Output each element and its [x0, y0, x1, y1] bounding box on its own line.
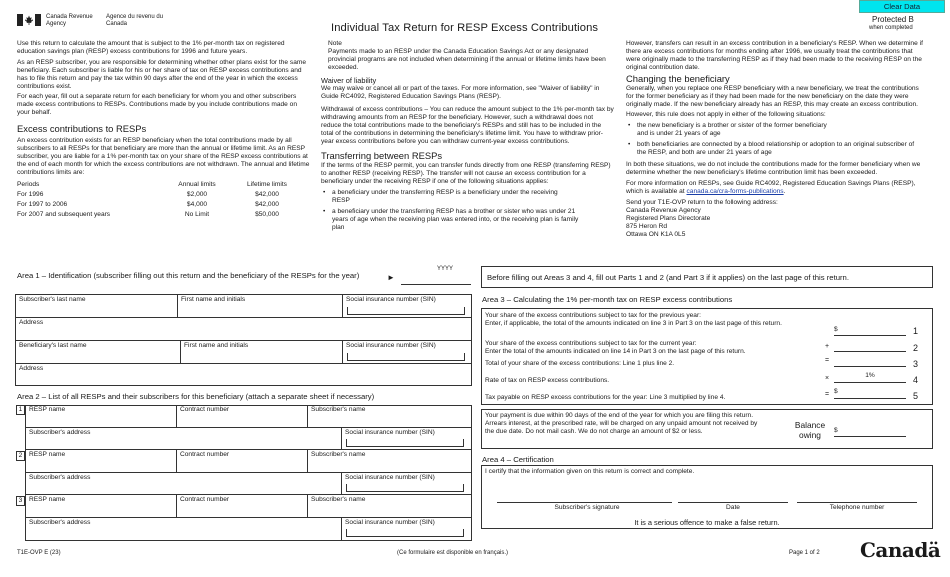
limits-cell: For 1996 — [17, 190, 44, 198]
line3-number: 3 — [913, 359, 919, 369]
year-input[interactable] — [401, 275, 471, 285]
line4-number: 4 — [913, 375, 919, 385]
line5-label: Tax payable on RESP excess contributions for the year: Line 3 multiplied by line 4. — [485, 394, 726, 401]
field-label: Subscriber's name — [311, 451, 366, 458]
field-label: Subscriber's name — [311, 496, 366, 503]
contract-number-field[interactable] — [177, 405, 308, 428]
field-label: RESP name — [29, 406, 66, 413]
line2-number: 2 — [913, 343, 919, 353]
canada-wordmark: Canadä — [860, 538, 941, 562]
area3-title: Area 3 – Calculating the 1% per-month tax on RESP excess contributions — [482, 295, 733, 304]
beneficiary-address-field[interactable] — [16, 364, 471, 385]
row-number: 1 — [16, 405, 25, 415]
area4-title: Area 4 – Certification — [482, 455, 554, 464]
line2-text — [485, 340, 815, 356]
excess-contributions-paragraph: An excess contribution exists for an RESP beneficiary when the total contributions made by all subscribers to all RESPs for that beneficiary are more than the annual or lifetime limit. As an RESP subscriber, you are liable for a 1% per-month tax on your share of the RESP excess contributions at the end of each month for which the excess contributions are not withdrawn. The annual and lifetime contributions limits are: — [17, 136, 310, 176]
subscriber-address-field[interactable] — [16, 318, 471, 341]
subscriber-paragraph: As an RESP subscriber, you are responsible for determining whether other plans exist for the same beneficiary. Each subscriber is liable for his or her share of tax on RESP excess contributions and has to file this return and pay the tax within 90 days after the end of the year in which the excess contributions exist. — [17, 59, 307, 91]
more-info-paragraph — [626, 180, 926, 196]
rule-paragraph: However, this rule does not apply in either of the following situations: — [626, 110, 826, 118]
page-number: Page 1 of 2 — [789, 550, 820, 556]
field-label: RESP name — [29, 451, 66, 458]
changing-bullets — [626, 122, 926, 157]
resp-name-field[interactable] — [25, 450, 177, 473]
line4-label: Rate of tax on RESP excess contributions. — [485, 377, 610, 384]
line1-label: Your share of the excess contributions subject to tax for the previous year: — [485, 312, 702, 319]
beneficiary-last-name-field[interactable] — [16, 341, 181, 364]
protected-sublabel: when completed — [869, 25, 913, 31]
limits-cell: No Limit — [184, 211, 210, 218]
field-label: Contract number — [180, 496, 230, 503]
field-label: Subscriber's address — [29, 429, 91, 436]
address-line: Ottawa ON K1A 0L5 — [626, 231, 686, 239]
agency-name-en: Canada Revenue Agency — [46, 14, 93, 28]
sin-underline — [347, 353, 465, 361]
more-info-suffix: . — [783, 187, 786, 195]
row-number: 3 — [16, 496, 25, 506]
payment-due-box — [481, 409, 933, 449]
field-label: Subscriber's name — [311, 406, 366, 413]
row-number: 2 — [16, 451, 25, 461]
line2-operator: + — [825, 343, 830, 350]
mailing-address — [626, 207, 926, 239]
area1-title: Area 1 – Identification (subscriber filling out this return and the beneficiary of the RESPs for the year) — [17, 271, 360, 280]
withdrawal-text: Withdrawal of excess contributions – You can reduce the amount subject to the 1% per-month tax by withdrawing amounts from an RESP for the beneficiary. However, such a withdrawal does not reduce the total contributions made to the beneficiary's RESPs and still has to be included in the total of the contributions in determining the beneficiary's lifetime limit. You have to withdraw prior-year excess contributions before you can withdraw current-year excess contributions. — [321, 106, 614, 146]
address-line: 875 Heron Rd — [626, 223, 668, 231]
limits-cell: For 2007 and subsequent years — [17, 211, 111, 218]
line2-instruction: Enter the total of the amounts indicated on line 14 in Part 3 on the last page of this return. — [485, 348, 746, 356]
field-label: Social insurance number (SIN) — [345, 429, 435, 436]
field-label: Subscriber's address — [29, 474, 91, 481]
certification-text: I certify that the information given on this return is correct and complete. — [485, 468, 695, 475]
subscriber-sin-field[interactable] — [342, 518, 472, 541]
beneficiary-first-name-field[interactable] — [181, 341, 343, 364]
field-label: Contract number — [180, 451, 230, 458]
sin-underline — [346, 484, 464, 492]
area1-identification-box — [15, 294, 472, 386]
balance-owing-label: Balance owing — [794, 420, 826, 440]
instructions-column-1 — [17, 40, 310, 220]
date-label: Date — [726, 504, 740, 511]
contract-number-field[interactable] — [177, 495, 308, 518]
line4-operator: × — [825, 375, 830, 382]
field-label: First name and initials — [181, 296, 246, 303]
area2-row-3 — [15, 495, 472, 541]
resp-name-field[interactable] — [25, 405, 177, 428]
transferring-bullets — [321, 189, 614, 232]
agency-name-fr: Agence du revenu du Canada — [106, 14, 164, 28]
field-label: Address — [19, 365, 44, 372]
subscriber-address-field[interactable] — [25, 473, 342, 495]
waiver-text: We may waive or cancel all or part of the taxes. For more information, see "Waiver of liability" in Guide RC4092, Registered Education Savings Plans (RESP). — [321, 85, 600, 101]
publications-link[interactable]: canada.ca/cra-forms-publications — [686, 187, 784, 195]
field-label: RESP name — [29, 496, 66, 503]
limits-cell: $42,000 — [255, 200, 279, 208]
list-item: • the new beneficiary is a brother or sister of the former beneficiary and is under 21 years of age — [626, 122, 926, 138]
limits-cell: $42,000 — [255, 190, 279, 198]
area2-row-2 — [15, 450, 472, 495]
note-title: Note — [328, 40, 342, 47]
line5-number: 5 — [913, 391, 919, 401]
subscriber-address-field[interactable] — [25, 518, 342, 541]
field-label: Subscriber's last name — [19, 296, 86, 303]
sin-underline — [346, 439, 464, 447]
telephone-input[interactable] — [797, 502, 917, 503]
year-arrow-icon: ► — [387, 273, 395, 282]
instructions-column-2 — [321, 40, 614, 232]
line1-number: 1 — [913, 326, 919, 336]
note-text: Payments made to an RESP under the Canada Education Savings Act or any designated provincial programs are not included when determining if the annual or lifetime limits have been exceeded. — [328, 48, 606, 72]
signature-label: Subscriber's signature — [554, 504, 620, 511]
waiver-title: Waiver of liability — [321, 76, 377, 86]
line2-label: Your share of the excess contributions subject to tax for the current year: — [485, 340, 697, 347]
separate-return-paragraph: For each year, fill out a separate return for each beneficiary for whom you and other subscribers made excess contributions to RESPs. Contributions made by you include contributions made on your behalf. — [17, 93, 298, 117]
transferring-text: If the terms of the RESP permit, you can transfer funds directly from one RESP (transferring RESP) to another RESP (receiving RESP). The transfer will not cause an excess contribution for a beneficiary under the receiving RESP if one of the following situations applies: — [321, 161, 611, 185]
line5-amount-input[interactable] — [834, 388, 906, 399]
field-label: First name and initials — [184, 342, 249, 349]
area2-title: Area 2 – List of all RESPs and their subscribers for this beneficiary (attach a separate sheet if necessary) — [17, 392, 375, 401]
line3-amount-input[interactable] — [834, 356, 906, 367]
limits-cell: $2,000 — [186, 190, 208, 198]
field-label: Social insurance number (SIN) — [346, 296, 436, 303]
list-item: • both beneficiaries are connected by a blood relationship or adoption to an original subscriber of the RESP, and both are under 21 years of age — [626, 141, 926, 157]
dollar-sign: $ — [834, 326, 838, 333]
subscriber-sin-field[interactable] — [342, 428, 472, 450]
transfers-paragraph: However, transfers can result in an excess contribution in a beneficiary's RESP. When we determine if there are excess contributions for months ending after 1996, we usually treat the contributions that were originally made to the transferring RESP as if they had been made to the receiving RESP on the original contribution date. — [626, 40, 923, 72]
changing-beneficiary-paragraph: Generally, when you replace one RESP beneficiary with a new beneficiary, we treat the contributions for the former beneficiary as if they had been made for the new beneficiary on the date they were originally made. If the new beneficiary already has an RESP, this may create an excess contribution. — [626, 84, 919, 108]
line2-amount-input[interactable] — [834, 342, 906, 352]
subscriber-sin-field[interactable] — [343, 295, 471, 318]
limits-cell: For 1997 to 2006 — [17, 200, 68, 208]
limits-table-row — [17, 200, 297, 210]
subscriber-name-field[interactable] — [308, 495, 472, 518]
field-label: Beneficiary's last name — [19, 342, 87, 349]
form-title: Individual Tax Return for RESP Excess Contributions — [331, 22, 599, 34]
area4-certification-box — [481, 465, 933, 529]
payment-due-text: Your payment is due within 90 days of the end of the year for which you are filing this return. Arrears interest, at the prescribed rate, will be charged on any unpaid amount not received by the due date. Do not mail cash. We do not charge an amount of $2 or less. — [485, 412, 758, 436]
contract-number-field[interactable] — [177, 450, 308, 473]
intro-paragraph: Use this return to calculate the amount that is subject to the 1% per-month tax on registered education savings plan (RESP) excess contributions for 1996 and future years. — [17, 40, 285, 56]
limits-table-row — [17, 210, 297, 220]
limits-cell: $4,000 — [186, 200, 208, 208]
line3-operator: = — [825, 357, 830, 364]
telephone-label: Telephone number — [829, 504, 885, 511]
form-identifier: T1E-OVP E (23) — [17, 550, 61, 556]
line1-text — [485, 312, 805, 328]
subscriber-name-field[interactable] — [308, 450, 472, 473]
changing-beneficiary-heading: Changing the beneficiary — [626, 73, 730, 85]
area3-calculation-box — [481, 308, 933, 405]
limits-header-lifetime: Lifetime limits — [247, 180, 287, 188]
field-label: Social insurance number (SIN) — [346, 342, 436, 349]
subscriber-name-field[interactable] — [308, 405, 472, 428]
balance-owing-input[interactable] — [834, 427, 906, 437]
field-label: Social insurance number (SIN) — [345, 519, 435, 526]
subscriber-address-field[interactable] — [25, 428, 342, 450]
line3-label: Total of your share of the excess contributions: Line 1 plus line 2. — [485, 360, 675, 367]
excess-contributions-heading: Excess contributions to RESPs — [17, 123, 147, 135]
limits-header-periods: Periods — [17, 180, 40, 188]
area2-row-1 — [15, 405, 472, 450]
list-item: • a beneficiary under the transferring RESP has a brother or sister who was under 21 years of age when the receiving plan was entered into, or the receiving plan is family plan — [321, 208, 614, 232]
limits-table-header — [17, 180, 297, 190]
line5-operator: = — [825, 391, 830, 398]
transferring-heading: Transferring between RESPs — [321, 150, 443, 162]
limits-table — [17, 180, 297, 220]
limits-table-row — [17, 190, 297, 200]
field-label: Address — [19, 319, 44, 326]
before-filling-notice — [481, 266, 933, 288]
sin-underline — [347, 307, 465, 315]
list-item: • a beneficiary under the transferring RESP is a beneficiary under the receiving RESP — [321, 189, 614, 205]
field-label: Contract number — [180, 406, 230, 413]
field-label: Subscriber's address — [29, 519, 91, 526]
limits-cell: $50,000 — [255, 211, 279, 218]
dollar-sign: $ — [834, 388, 838, 395]
more-info-text: For more information on RESPs, see Guide RC4092, Registered Education Savings Plans (RESP), which is available at — [626, 179, 916, 195]
line4-rate: 1% — [834, 372, 906, 383]
subscriber-first-name-field[interactable] — [178, 295, 343, 318]
protected-label: Protected B — [872, 15, 914, 24]
signature-input[interactable] — [497, 502, 672, 503]
line1-instruction: Enter, if applicable, the total of the amounts indicated on line 3 in Part 3 on the last page of this return. — [485, 320, 782, 328]
situations-paragraph: In both these situations, we do not include the contributions made for the former beneficiary when we determine whether the new beneficiary's lifetime contribution limit has been exceeded. — [626, 160, 921, 176]
subscriber-sin-field[interactable] — [342, 473, 472, 495]
field-label: Social insurance number (SIN) — [345, 474, 435, 481]
french-availability: (Ce formulaire est disponible en français.) — [397, 550, 509, 556]
year-label: YYYY — [437, 266, 454, 272]
resp-name-field[interactable] — [25, 495, 177, 518]
line1-amount-input[interactable] — [834, 326, 906, 336]
beneficiary-sin-field[interactable] — [343, 341, 471, 364]
date-input[interactable] — [678, 502, 788, 503]
instructions-column-3 — [626, 40, 926, 239]
limits-header-annual: Annual limits — [178, 180, 216, 188]
send-to-text: Send your T1E-OVP return to the following address: — [626, 198, 778, 206]
dollar-sign: $ — [834, 427, 838, 434]
address-line: Canada Revenue Agency — [626, 207, 701, 214]
before-filling-text: Before filling out Areas 3 and 4, fill out Parts 1 and 2 (and Part 3 if it applies) on the last page of this return. — [487, 273, 849, 282]
address-line: Registered Plans Directorate — [626, 215, 711, 223]
sin-underline — [346, 529, 464, 537]
canada-flag-icon — [17, 14, 41, 26]
clear-data-button[interactable]: Clear Data — [859, 0, 945, 13]
subscriber-last-name-field[interactable] — [16, 295, 178, 318]
offence-warning: It is a serious offence to make a false return. — [634, 518, 780, 527]
